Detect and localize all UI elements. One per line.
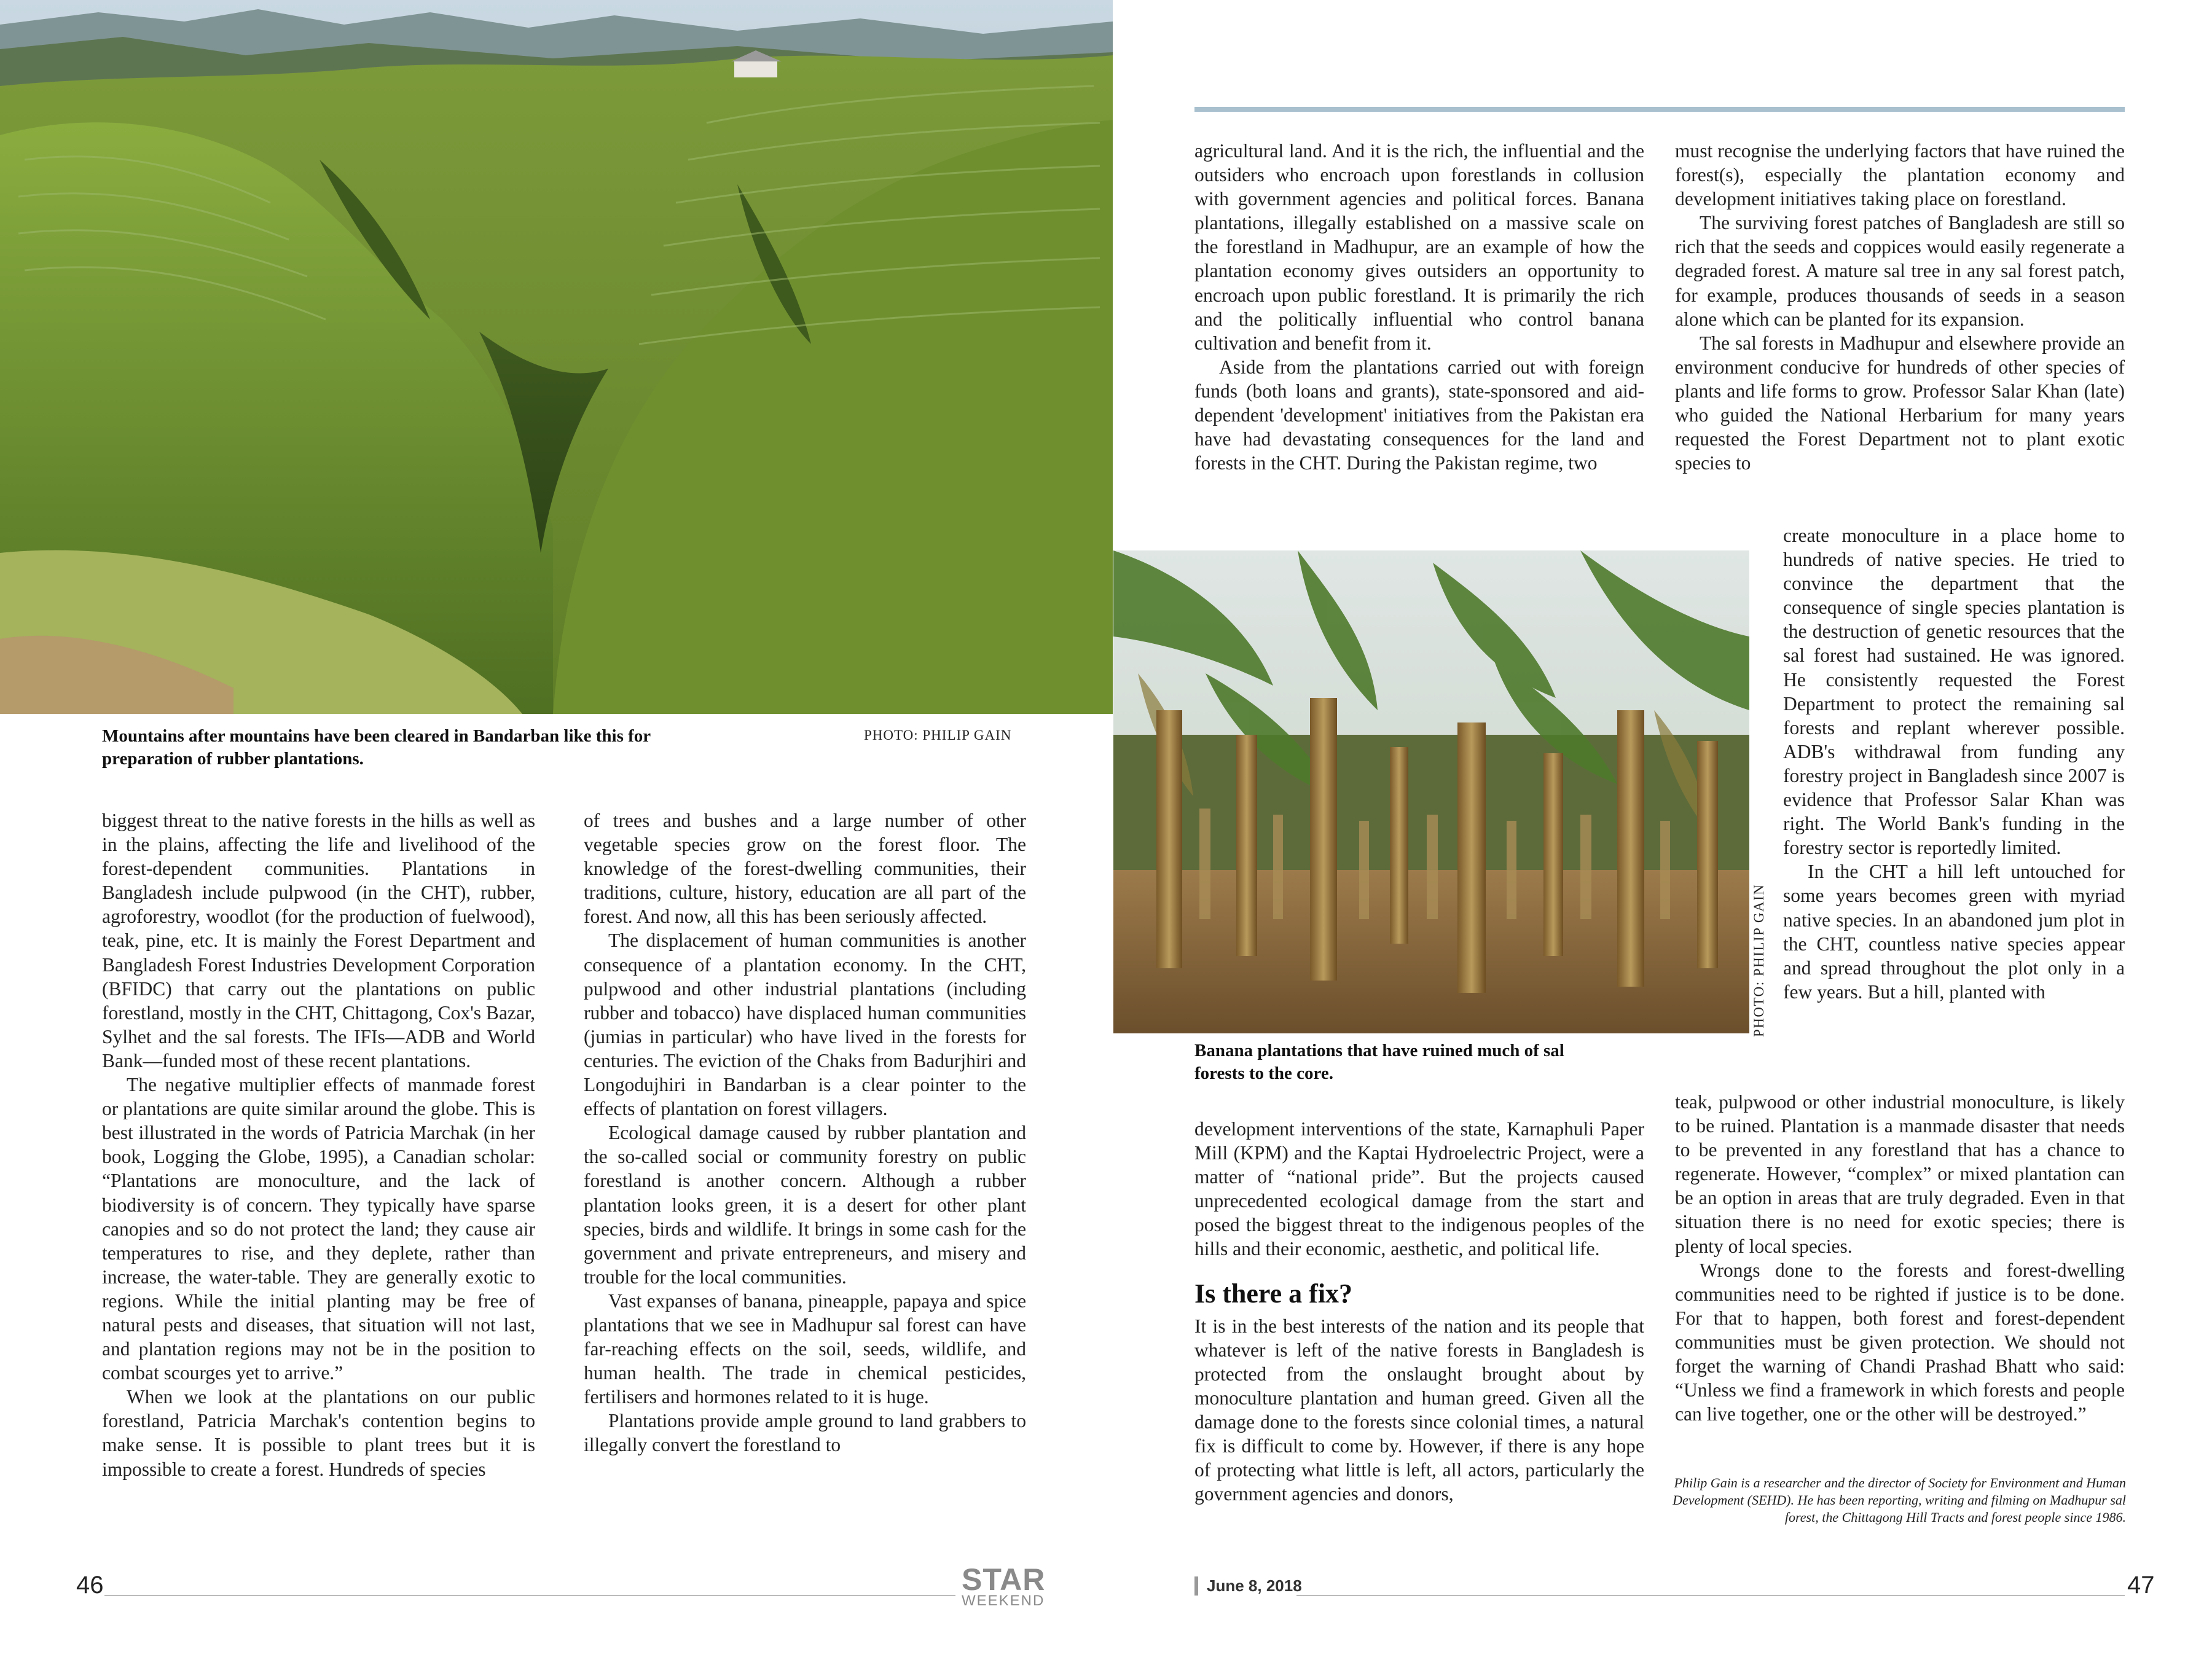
right-column-4-top <box>1675 139 2125 475</box>
banana-photo-image <box>1113 550 1749 1033</box>
section-heading: Is there a fix? <box>1194 1278 1353 1309</box>
mountains-photo <box>0 0 1113 714</box>
logo-main-text: STAR <box>962 1562 1046 1597</box>
paragraph: Ecological damage caused by rubber plantation and the so-called social or community forestry on public forestland is another concern. Although a rubber plantation looks green, it is a desert for other plant species, birds and wildlife. It brings in some cash for the government and private entrepreneurs, and misery and trouble for the local communities. <box>584 1122 1026 1288</box>
page-number-left: 46 <box>76 1572 104 1599</box>
mountains-photo-image <box>0 0 1113 714</box>
footer-rule-right <box>1296 1595 2125 1596</box>
right-column-3-bottom <box>1194 1117 1644 1506</box>
top-accent-bar <box>1194 107 2125 112</box>
paragraph: create monoculture in a place home to hundreds of native species. He tried to convince the department that the consequence of single species plantation is the destruction of genetic resources that the sal forest had sustained. He was ignored. He consistently requested the Forest Department to protect the remaining sal forests and replant wherever possible. ADB's withdrawal from funding any forestry project in Bangladesh since 2007 is evidence that Professor Salar Khan was right. The World Bank's funding in the forestry sector is reportedly limited. <box>1783 525 2125 859</box>
right-column-4-bottom <box>1675 1090 2125 1426</box>
mountains-photo-caption: Mountains after mountains have been cleared in Bandarban like this for preparation of rubber plantations. <box>102 726 651 769</box>
banana-photo-credit: PHOTO: PHILIP GAIN <box>1751 883 1767 1037</box>
banana-plantation-photo <box>1113 550 1749 1033</box>
paragraph: The sal forests in Madhupur and elsewhere provide an environment conducive for hundreds of other species of plants and life forms to grow. Professor Salar Khan (late) who guided the National Herbarium for many years requested the Forest Department not to plant exotic species to <box>1675 332 2125 474</box>
paragraph: must recognise the underlying factors that have ruined the forest(s), especially the plantation economy and development initiatives taking place on forestland. <box>1675 140 2125 210</box>
left-column-2 <box>584 809 1026 1457</box>
paragraph: teak, pulpwood or other industrial monoculture, is likely to be ruined. Plantation is a manmade disaster that needs to be prevented in any forestland that has a chance to regenerate. However, “complex” or mixed plantation can be an option in areas that are truly degraded. Even in that situation there is no need for exotic species; there is plenty of local species. <box>1675 1091 2125 1257</box>
page-number-right: 47 <box>2127 1572 2155 1599</box>
paragraph: In the CHT a hill left untouched for some years becomes green with myriad native species. In an abandoned jum plot in the CHT, countless native species appear and spread throughout the plot only in a few years. But a hill, planted with <box>1783 861 2125 1003</box>
author-bio: Philip Gain is a researcher and the director of Society for Environment and Human Development (SEHD). He has been reporting, writing and filming on Madhupur sal forest, the Chittagong Hill Tracts and forest people since 1986. <box>1673 1475 2126 1525</box>
logo-sub-text: WEEKEND <box>962 1592 1045 1609</box>
paragraph: The displacement of human communities is another consequence of a plantation economy. In the CHT, pulpwood and other industrial plantations (including rubber and tobacco) have displaced human communities (jumias in particular) who have lived in the forests for centuries. The eviction of the Chaks from Badurjhiri and Longodujhiri in Bandarban is a clear pointer to the effects of plantation on forest villagers. <box>584 930 1026 1120</box>
left-column-1 <box>102 809 535 1481</box>
issue-date: June 8, 2018 <box>1194 1576 1302 1596</box>
right-column-3-top <box>1194 139 1644 475</box>
paragraph: agricultural land. And it is the rich, the influential and the outsiders who encroach upon forestlands in collusion with government agencies and political forces. Banana plantations, illegally established on a massive scale on the forestland in Madhupur, are an example of how the plantation economy gives outsiders an opportunity to encroach upon public forestland. It is primarily the rich and the politically influential who control banana cultivation and benefit from it. <box>1194 140 1644 354</box>
mountains-photo-credit: PHOTO: PHILIP GAIN <box>864 727 1012 743</box>
paragraph: When we look at the plantations on our public forestland, Patricia Marchak's contention begins to make sense. It is possible to plant trees but it is impossible to create a forest. Hundreds of species <box>102 1386 535 1480</box>
paragraph: biggest threat to the native forests in the hills as well as in the plains, affecting the life and livelihood of the forest-dependent communities. Plantations in Bangladesh include pulpwood (in the CHT), rubber, agroforestry, woodlot (for the production of fuelwood), teak, pine, etc. It is mainly the Forest Department and Bangladesh Forest Industries Development Corporation (BFIDC) that carry out the plantations on public forestland, mostly in the CHT, Chittagong, Cox's Bazar, Sylhet and the sal forests. The IFIs—ADB and World Bank—funded most of these recent plantations. <box>102 810 535 1071</box>
paragraph: Aside from the plantations carried out with foreign funds (both loans and grants), state-sponsored and aid-dependent 'development' initiatives from the Pakistan era have had devastating consequences for the land and forests in the CHT. During the Pakistan regime, two <box>1194 356 1644 474</box>
paragraph: development interventions of the state, Karnaphuli Paper Mill (KPM) and the Kaptai Hydroelectric Project, were a matter of “national pride”. But the projects caused unprecedented ecological damage from the start and posed the biggest threat to the indigenous peoples of the hills and their economic, aesthetic, and political life. <box>1194 1118 1644 1260</box>
paragraph: It is in the best interests of the nation and its people that whatever is left of the native forests in Bangladesh is protected from the onslaught brought about by monoculture plantation and human greed. Given all the damage done to the forests since colonial times, a natural fix is difficult to come by. However, if there is any hope of protecting what little is left, all actors, particularly the government agencies and donors, <box>1194 1315 1644 1505</box>
paragraph: The negative multiplier effects of manmade forest or plantations are quite similar around the globe. This is best illustrated in the words of Patricia Marchak (in her book, Logging the Globe, 1995), a Canadian scholar: “Plantations are monoculture, and the lack of biodiversity is of concern. They typically have sparse canopies and so do not protect the land; they cause air temperatures to rise, and they deplete, rather than increase, the water-table. They are generally exotic to regions. While the initial planting may be free of natural pests and diseases, that situation will not last, and plantation regions may not be in the position to combat scourges yet to arrive.” <box>102 1074 535 1384</box>
paragraph: Wrongs done to the forests and forest-dwelling communities need to be righted if justice is to be done. For that to happen, both forest and forest-dependent communities must be given protection. We should not forget the warning of Chandi Prashad Bhatt who said: “Unless we find a framework in which forests and people can live together, one or the other will be destroyed.” <box>1675 1259 2125 1425</box>
paragraph: The surviving forest patches of Bangladesh are still so rich that the seeds and coppices would easily regenerate a degraded forest. A mature sal tree in any sal forest patch, for example, produces thousands of seeds in a season alone which can be planted for its expansion. <box>1675 212 2125 330</box>
paragraph: of trees and bushes and a large number of other vegetable species grow on the forest floor. The knowledge of the forest-dwelling communities, their traditions, culture, history, education are all part of the forest. And now, all this has been seriously affected. <box>584 810 1026 928</box>
paragraph: Vast expanses of banana, pineapple, papaya and spice plantations that we see in Madhupur sal forest can have far-reaching effects on the soil, seeds, wildlife, and human health. The trade in chemical pesticides, fertilisers and hormones related to it is huge. <box>584 1290 1026 1408</box>
footer-rule-left <box>104 1595 955 1596</box>
right-column-4-narrow <box>1783 523 2125 1004</box>
star-weekend-logo <box>962 1562 1046 1609</box>
paragraph: Plantations provide ample ground to land grabbers to illegally convert the forestland to <box>584 1410 1026 1456</box>
banana-photo-caption: Banana plantations that have ruined much of sal forests to the core. <box>1194 1041 1564 1083</box>
